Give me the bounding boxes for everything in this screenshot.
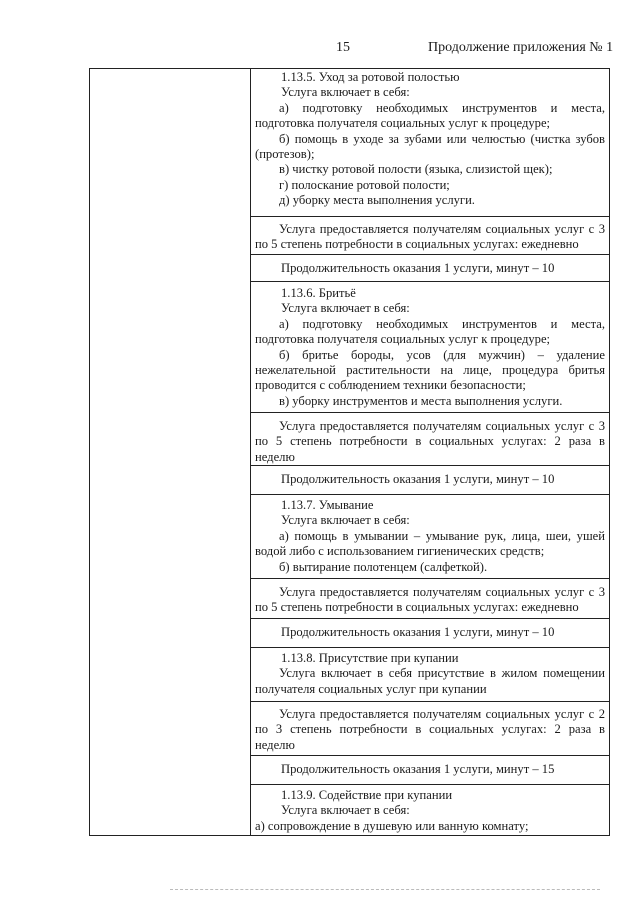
service-title: 1.13.5. Уход за ротовой полостью	[281, 70, 460, 84]
frequency-text: Услуга предоставляется получателям социальных услуг с 3 по 5 степень потребности в социальных услугах: ежедневно	[255, 585, 605, 615]
service-frequency-1-13-6	[250, 412, 610, 466]
duration-text: Продолжительность оказания 1 услуги, минут – 10	[281, 472, 555, 486]
service-item-a: а) помощь в умывании – умывание рук, лица, шеи, ушей водой либо с использованием гигиенических средств;	[255, 528, 605, 559]
service-duration-1-13-5	[250, 254, 610, 282]
frequency-text: Услуга предоставляется получателям социальных услуг с 2 по 3 степень потребности в социальных услугах: 2 раза в неделю	[255, 707, 605, 752]
service-item-e: д) уборку места выполнения услуги.	[279, 193, 475, 208]
service-intro: Услуга включает в себя:	[281, 85, 410, 100]
service-intro: Услуга включает в себя:	[281, 513, 410, 528]
service-block-1-13-7	[250, 494, 610, 579]
page-number: 15	[336, 40, 350, 55]
service-item-b: б) помощь в уходе за зубами или челюстью (чистка зубов (протезов);	[255, 131, 605, 162]
service-item-c: в) уборку инструментов и места выполнения услуги.	[279, 393, 563, 408]
service-item-b: б) бритье бороды, усов (для мужчин) – удаление нежелательной растительности на лице, процедура бритья проводится с соблюдением техники безопасности;	[255, 347, 605, 393]
service-item-b: б) вытирание полотенцем (салфеткой).	[279, 559, 488, 574]
frequency-text: Услуга предоставляется получателям социальных услуг с 3 по 5 степень потребности в социальных услугах: ежедневно	[255, 222, 605, 252]
service-item-c: в) чистку ротовой полости (языка, слизистой щек);	[279, 162, 553, 177]
service-duration-1-13-6	[250, 465, 610, 495]
table-left-column	[89, 68, 250, 836]
service-description: Услуга включает в себя присутствие в жилом помещении получателя социальных услуг при купании	[255, 666, 605, 696]
duration-text: Продолжительность оказания 1 услуги, минут – 10	[281, 625, 555, 639]
service-frequency-1-13-7	[250, 578, 610, 619]
service-title: 1.13.6. Бритьё	[281, 286, 356, 300]
service-title: 1.13.8. Присутствие при купании	[281, 651, 459, 665]
service-frequency-1-13-5	[250, 216, 610, 255]
service-duration-1-13-8	[250, 755, 610, 785]
duration-text: Продолжительность оказания 1 услуги, минут – 10	[281, 261, 555, 275]
service-intro: Услуга включает в себя:	[281, 301, 410, 316]
service-block-1-13-6	[250, 281, 610, 413]
service-block-1-13-8	[250, 647, 610, 702]
service-intro: Услуга включает в себя:	[281, 803, 410, 818]
service-duration-1-13-7	[250, 618, 610, 648]
service-block-1-13-9	[250, 784, 610, 836]
scan-edge-marks	[170, 889, 600, 892]
service-item-d: г) полоскание ротовой полости;	[279, 177, 450, 192]
service-item-a: а) подготовку необходимых инструментов и места, подготовка получателя социальных услуг к процедуре;	[255, 316, 605, 347]
service-block-1-13-5	[250, 68, 610, 217]
service-frequency-1-13-8	[250, 701, 610, 756]
appendix-continuation-heading: Продолжение приложения № 1	[428, 40, 614, 55]
frequency-text: Услуга предоставляется получателям социальных услуг с 3 по 5 степень потребности в социальных услугах: 2 раза в неделю	[255, 419, 605, 464]
duration-text: Продолжительность оказания 1 услуги, минут – 15	[281, 762, 555, 776]
service-title: 1.13.7. Умывание	[281, 498, 374, 512]
service-title: 1.13.9. Содействие при купании	[281, 788, 453, 802]
service-item-a: а) сопровождение в душевую или ванную комнату;	[255, 818, 529, 833]
service-item-a: а) подготовку необходимых инструментов и места, подготовка получателя социальных услуг к процедуре;	[255, 100, 605, 131]
